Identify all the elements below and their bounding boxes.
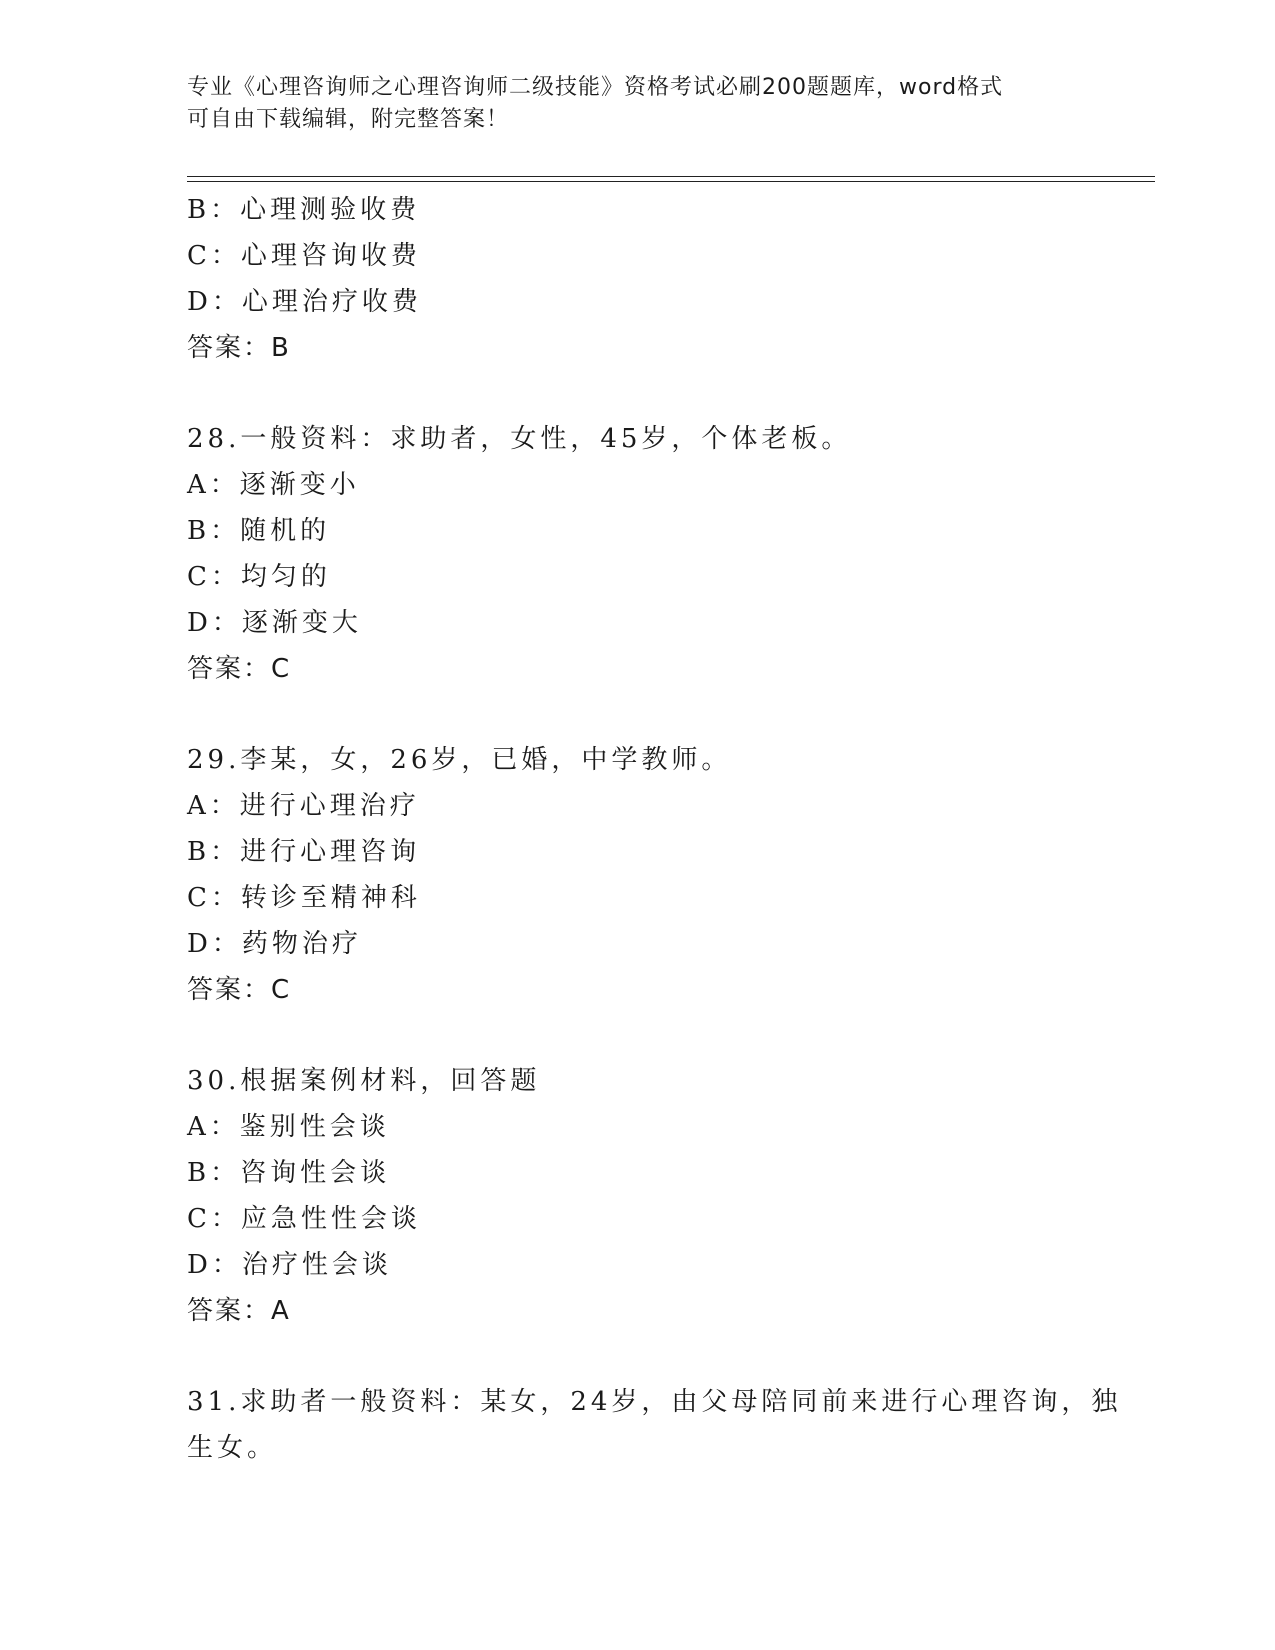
option-a: A：进行心理治疗 bbox=[187, 791, 420, 821]
question-stem: 30.根据案例材料，回答题 bbox=[187, 1066, 541, 1096]
answer-line: 答案：A bbox=[187, 1296, 291, 1326]
option-d: D：逐渐变大 bbox=[187, 608, 362, 638]
question-stem-line-1: 31.求助者一般资料：某女，24岁，由父母陪同前来进行心理咨询，独 bbox=[187, 1387, 1122, 1417]
option-d: D：心理治疗收费 bbox=[187, 287, 422, 317]
question-30 bbox=[187, 1058, 1087, 1334]
option-c: C：心理咨询收费 bbox=[187, 241, 421, 271]
header-line-2: 可自由下载编辑，附完整答案！ bbox=[187, 107, 510, 132]
question-stem-line-2: 生女。 bbox=[187, 1433, 278, 1463]
question-27-tail bbox=[187, 187, 1087, 371]
header-divider-top bbox=[187, 176, 1155, 177]
question-29 bbox=[187, 737, 1087, 1013]
option-c: C：均匀的 bbox=[187, 562, 331, 592]
question-28 bbox=[187, 416, 1087, 692]
header-divider-bottom bbox=[187, 181, 1155, 182]
option-c: C：应急性性会谈 bbox=[187, 1204, 421, 1234]
question-stem: 28.一般资料：求助者，女性，45岁，个体老板。 bbox=[187, 424, 852, 454]
answer-line: 答案：C bbox=[187, 975, 292, 1005]
option-d: D：药物治疗 bbox=[187, 929, 362, 959]
answer-line: 答案：C bbox=[187, 654, 292, 684]
header-line-1: 专业《心理咨询师之心理咨询师二级技能》资格考试必刷200题题库，word格式 bbox=[187, 75, 1004, 100]
option-b: B：咨询性会谈 bbox=[187, 1158, 391, 1188]
question-31 bbox=[187, 1379, 1122, 1471]
answer-line: 答案：B bbox=[187, 333, 291, 363]
option-d: D：治疗性会谈 bbox=[187, 1250, 392, 1280]
document-header bbox=[187, 72, 1087, 136]
option-c: C：转诊至精神科 bbox=[187, 883, 421, 913]
option-b: B：随机的 bbox=[187, 516, 331, 546]
option-a: A：鉴别性会谈 bbox=[187, 1112, 390, 1142]
option-a: A：逐渐变小 bbox=[187, 470, 360, 500]
question-stem: 29.李某，女，26岁，已婚，中学教师。 bbox=[187, 745, 732, 775]
option-b: B：心理测验收费 bbox=[187, 195, 421, 225]
option-b: B：进行心理咨询 bbox=[187, 837, 421, 867]
question-list bbox=[187, 187, 1122, 1471]
